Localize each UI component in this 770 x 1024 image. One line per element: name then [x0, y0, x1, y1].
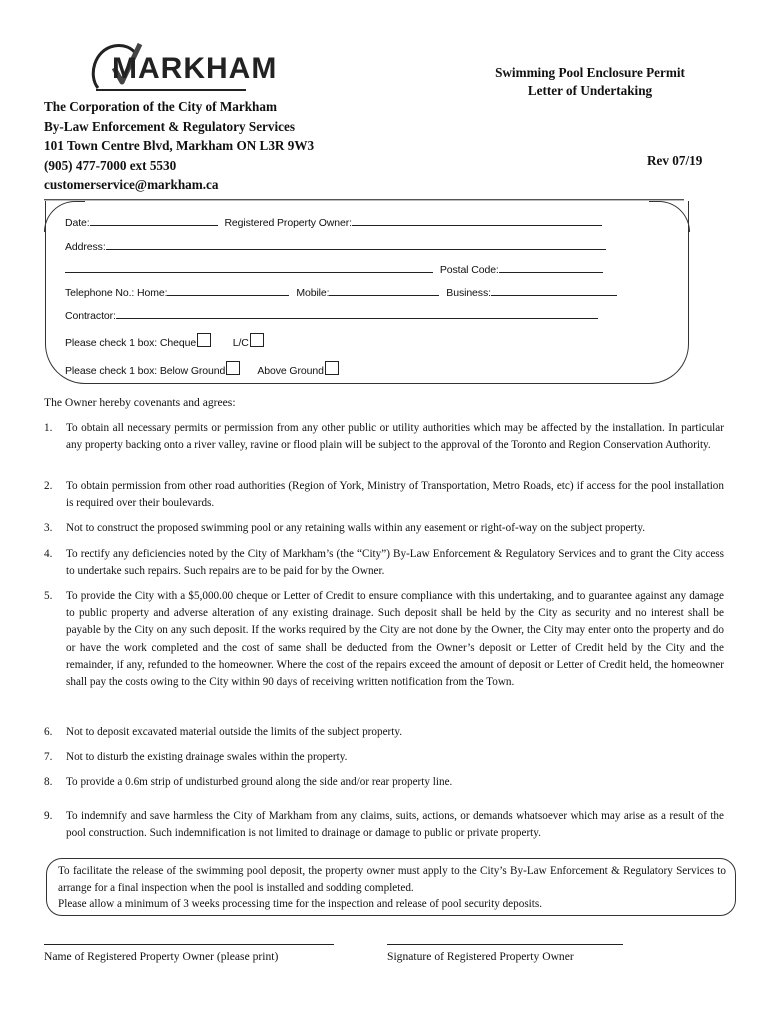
item-number: 7.: [44, 751, 53, 763]
item-number: 6.: [44, 726, 53, 738]
owner-name-line[interactable]: [44, 944, 334, 945]
date-label: Date:: [65, 217, 90, 229]
item-text: Not to construct the proposed swimming pool or any retaining walls within any easement or right-of-way on the subject property.: [66, 522, 646, 534]
item-text: To obtain permission from other road authorities (Region of York, Ministry of Transportation, Metro Roads, etc) if access for the pool installation is required over their boulevards.: [66, 480, 724, 510]
form-row-contractor: [65, 308, 602, 322]
item-number: 2.: [44, 480, 53, 492]
list-item: [44, 774, 724, 791]
form-row-pool-type-check: [65, 361, 339, 377]
below-ground-checkbox[interactable]: [226, 361, 240, 375]
lc-checkbox[interactable]: [250, 333, 264, 347]
markham-logo: [88, 38, 278, 98]
title-line-1: Swimming Pool Enclosure Permit: [495, 65, 685, 80]
logo-text: MARKHAM: [112, 52, 278, 85]
telephone-label: Telephone No.: Home:: [65, 287, 168, 299]
list-item: [44, 808, 724, 842]
check1-prefix: Please check 1 box:: [65, 337, 158, 349]
date-field[interactable]: [90, 215, 218, 226]
postal-field[interactable]: [499, 262, 603, 273]
item-text: Not to deposit excavated material outside the limits of the subject property.: [66, 726, 403, 738]
revision-label: Rev 07/19: [647, 153, 703, 168]
owner-signature-line[interactable]: [387, 944, 623, 945]
title-line-2: Letter of Undertaking: [527, 83, 653, 98]
item-number: 3.: [44, 522, 53, 534]
item-number: 8.: [44, 776, 53, 788]
cheque-label: Cheque: [159, 337, 197, 349]
home-phone-field[interactable]: [167, 285, 289, 296]
contractor-field[interactable]: [116, 308, 598, 319]
list-item: [44, 420, 724, 454]
list-item: [44, 724, 724, 741]
below-ground-label: Below Ground: [159, 365, 226, 377]
form-row-telephone: [65, 285, 621, 299]
org-department: By-Law Enforcement & Regulatory Services: [44, 118, 296, 134]
covenant-intro: The Owner hereby covenants and agrees:: [44, 396, 236, 409]
item-text: To rectify any deficiencies noted by the City of Markham’s (the “City”) By-Law Enforcement & Regulatory Services and to grant the City access to undertake such repairs. Such repairs are to be paid for by the Owner.: [66, 548, 724, 578]
owner-label: Registered Property Owner:: [224, 217, 352, 229]
postal-label: Postal Code:: [439, 264, 499, 276]
org-phone: (905) 477-7000 ext 5530: [44, 157, 177, 173]
mobile-phone-field[interactable]: [329, 285, 439, 296]
item-text: To provide a 0.6m strip of undisturbed ground along the side and/or rear property line.: [66, 776, 453, 788]
owner-field[interactable]: [352, 215, 602, 226]
address-line-2-field[interactable]: [65, 262, 433, 273]
list-item: [44, 749, 724, 766]
list-item: [44, 520, 724, 537]
org-address: 101 Town Centre Blvd, Markham ON L3R 9W3: [44, 138, 315, 154]
item-number: 5.: [44, 590, 53, 602]
above-ground-checkbox[interactable]: [325, 361, 339, 375]
list-item: [44, 546, 724, 580]
above-ground-label: Above Ground: [257, 365, 324, 377]
org-email: customerservice@markham.ca: [44, 177, 219, 193]
document-title: [460, 64, 720, 100]
org-name: The Corporation of the City of Markham: [44, 99, 277, 114]
item-number: 1.: [44, 422, 53, 434]
list-item: [44, 478, 724, 512]
item-number: 4.: [44, 548, 53, 560]
deposit-release-note: [58, 863, 726, 913]
owner-signature-block: [387, 944, 623, 963]
business-label: Business:: [446, 287, 491, 299]
form-row-address: [65, 239, 610, 253]
note-line-1: To facilitate the release of the swimming pool deposit, the property owner must apply to the City’s By-Law Enforcement & Regulatory Services to arrange for a final inspection when the pool is installed and sodding completed.: [58, 865, 726, 894]
item-text: To obtain all necessary permits or permission from any other public or utility authorities which may be affected by the installation. In particular any property backing onto a river valley, ravine or flood plain will be subject to the approval of the Toronto and Region Conservation Authority.: [66, 422, 724, 452]
cheque-checkbox[interactable]: [197, 333, 211, 347]
note-line-2: Please allow a minimum of 3 weeks processing time for the inspection and release of pool security deposits.: [58, 898, 543, 911]
owner-name-signature-block: [44, 944, 334, 963]
check2-prefix: Please check 1 box:: [65, 365, 158, 377]
item-text: Not to disturb the existing drainage swales within the property.: [66, 751, 348, 763]
owner-name-label: Name of Registered Property Owner (please print): [44, 950, 279, 963]
form-row-postal: [65, 262, 607, 276]
organization-block: [44, 97, 314, 195]
list-item: [44, 588, 724, 691]
item-number: 9.: [44, 810, 53, 822]
item-text: To indemnify and save harmless the City of Markham from any claims, suits, actions, or demands whatsoever which may arise as a result of the pool construction. Such indemnification is not limited to drainage or damage to public or private property.: [66, 810, 724, 840]
form-row-payment-check: [65, 333, 264, 349]
address-label: Address:: [65, 241, 106, 253]
form-row-date-owner: [65, 215, 606, 229]
address-field[interactable]: [106, 239, 606, 250]
owner-signature-label: Signature of Registered Property Owner: [387, 950, 574, 963]
mobile-label: Mobile:: [296, 287, 330, 299]
contractor-label: Contractor:: [65, 310, 116, 322]
lc-label: L/C: [232, 337, 249, 349]
business-phone-field[interactable]: [491, 285, 617, 296]
item-text: To provide the City with a $5,000.00 cheque or Letter of Credit to ensure compliance with this undertaking, and to guarantee against any damage to public property and adverse alteration of any existing drainage. Such deposit shall be held by the City as security and no interest shall be payable by the City on any such deposit. If the works required by the City are not done by the Owner, the City may enter onto the property and do or have the work completed and the cost of same shall be deducted from the Owner’s deposit or Letter of Credit held by the City and the remainder, if any, refunded to the homeowner. Where the cost of the repairs exceed the amount of deposit or Letter of Credit held, the homeowner shall pay the costs owing to the City within 90 days of receiving written notification from the Town.: [66, 590, 724, 689]
